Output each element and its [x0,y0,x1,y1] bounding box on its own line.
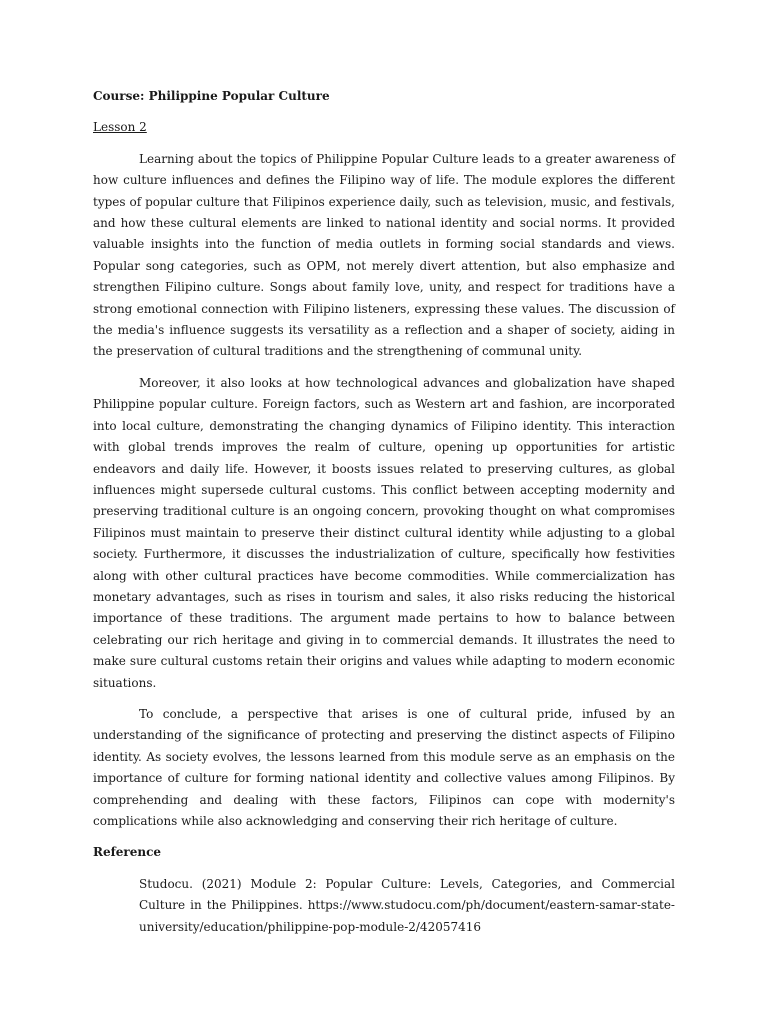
reference-entry [139,874,675,938]
document-page [93,86,675,938]
reference-heading: Reference [93,845,162,860]
paragraph-conclusion: To conclude, a perspective that arises is one of cultural pride, infused by an understanding of the significance of protecting and preserving the distinct aspects of Filipino identity. As society evolves, the lessons learned from this module serve as an emphasis on the importance of culture for forming national identity and collective values among Filipinos. By comprehending and dealing with these factors, Filipinos can cope with modernity's complications while also acknowledging and conserving their rich heritage of culture. [93,706,675,828]
paragraph-globalization: Moreover, it also looks at how technological advances and globalization have shaped Philippine popular culture. Foreign factors, such as Western art and fashion, are incorporated into local culture, demonstrating the changing dynamics of Filipino identity. This interaction with global trends improves the realm of culture, opening up opportunities for artistic endeavors and daily life. However, it boosts issues related to preserving cultures, as global influences might supersede cultural customs. This conflict between accepting modernity and preserving traditional culture is an ongoing concern, provoking thought on what compromises Filipinos must maintain to preserve their distinct cultural identity while adjusting to a global society. Furthermore, it discusses the industrialization of culture, specifically how festivities along with other cultural practices have become commodities. While commercialization has monetary advantages, such as rises in tourism and sales, it also risks reducing the historical importance of these traditions. The argument made pertains to how to balance between celebrating our rich heritage and giving in to commercial demands. It illustrates the need to make sure cultural customs retain their origins and values while adapting to modern economic situations. [93,375,675,690]
reference-citation: Studocu. (2021) Module 2: Popular Culture: Levels, Categories, and Commercial Culture in the Philippines. [139,876,675,913]
lesson-label: Lesson 2 [93,120,147,135]
course-title: Course: Philippine Popular Culture [93,89,330,103]
paragraph-introduction: Learning about the topics of Philippine Popular Culture leads to a greater awareness of how culture influences and defines the Filipino way of life. The module explores the different types of popular culture that Filipinos experience daily, such as television, music, and festivals, and how these cultural elements are linked to national identity and social norms. It provided valuable insights into the function of media outlets in forming social standards and views. Popular song categories, such as OPM, not merely divert attention, but also emphasize and strengthen Filipino culture. Songs about family love, unity, and respect for traditions have a strong emotional connection with Filipino listeners, expressing these values. The discussion of the media's influence suggests its versatility as a reflection and a shaper of society, aiding in the preservation of cultural traditions and the strengthening of communal unity. [93,151,675,359]
reference-url: https://www.studocu.com/ph/document/eastern-samar-state-university/education/philippine-pop-module-2/42057416 [139,898,675,934]
